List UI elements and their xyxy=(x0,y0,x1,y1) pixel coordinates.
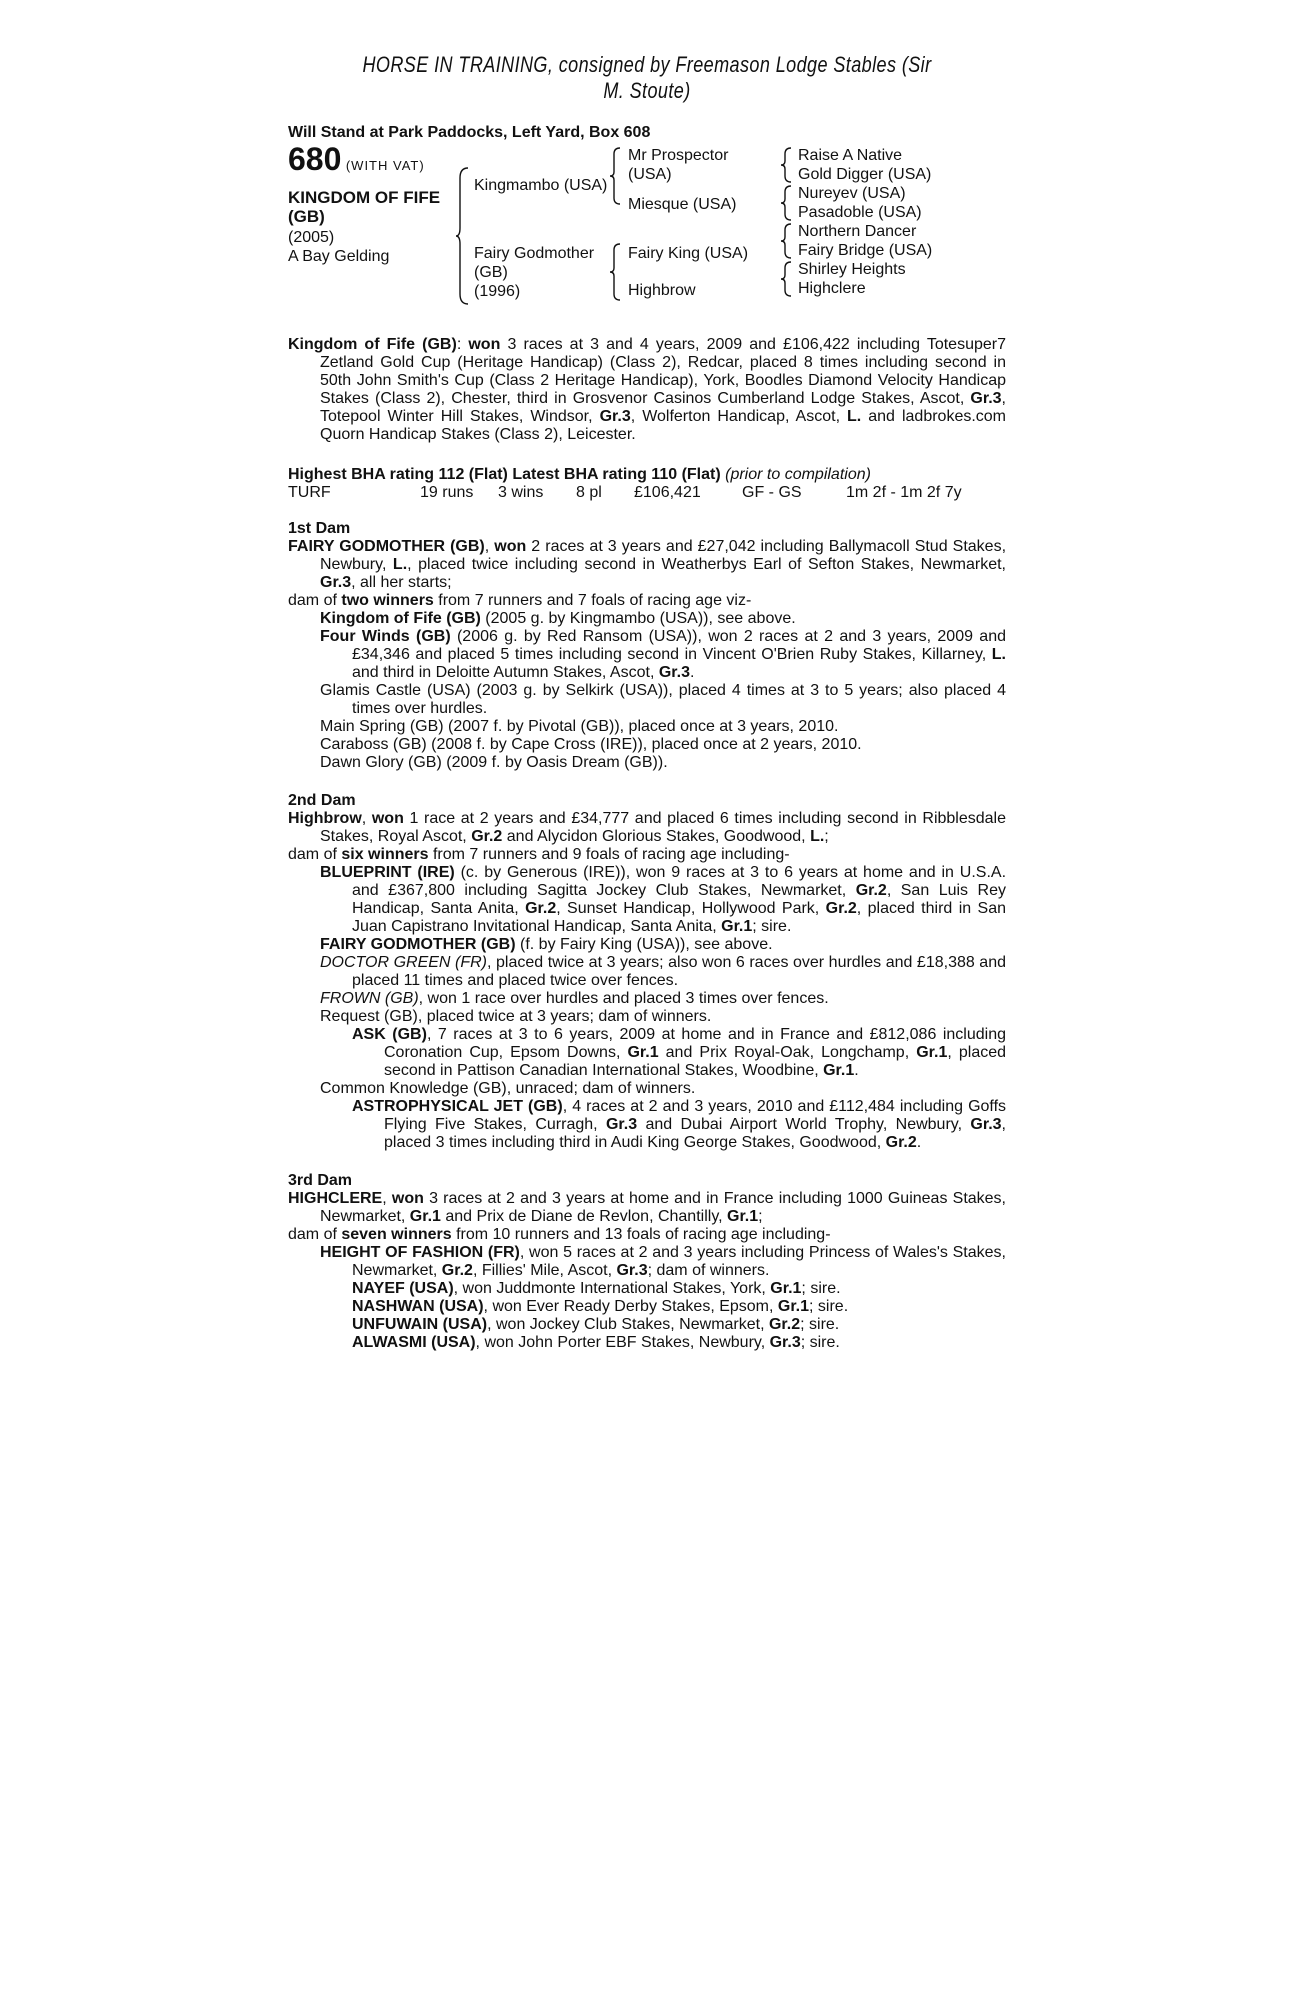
horse-year: (2005) xyxy=(288,229,335,246)
pedigree-brace xyxy=(610,242,622,302)
sire-sire-country: (USA) xyxy=(628,166,672,183)
lot-number: 680 xyxy=(288,141,342,177)
pedigree-brace xyxy=(781,260,793,298)
record-horse-name: Kingdom of Fife (GB) xyxy=(288,336,457,353)
vat-label: (WITH VAT) xyxy=(345,158,425,173)
sire: Kingmambo (USA) xyxy=(474,177,608,194)
dam-dam: Highbrow xyxy=(628,282,696,299)
rating-label: Highest BHA rating 112 (Flat) Latest BHA rating 110 (Flat) xyxy=(288,466,721,483)
horse-country: (GB) xyxy=(288,207,325,226)
rating-note: (prior to compilation) xyxy=(725,466,871,483)
dam-country: (GB) xyxy=(474,264,508,281)
dam: Fairy Godmother xyxy=(474,245,595,262)
pedigree-brace xyxy=(456,166,470,306)
runs-summary: TURF 19 runs 3 wins 8 pl £106,421 GF - GS 1m 2f - 1m 2f 7y xyxy=(288,484,962,501)
grandsire-2: Nureyev (USA) xyxy=(798,185,906,202)
granddam-4: Highclere xyxy=(798,280,866,297)
dam3-section: HIGHCLERE, won 3 races at 2 and 3 years at home and in France including 1000 Guineas Stakes, Newmarket, Gr.1 and Prix de Diane de Revlon, Chantilly, Gr.1; dam of seven winners from 10 runners and 13 foals of racing age including- HEIGHT OF FASHION (FR), won 5 races at 2 and 3 years including Princess of Wales's Stakes, Newmarket, Gr.2, Fillies' Mile, Ascot, Gr.3; dam of winners. NAYEF (USA), won Juddmonte International Stakes, York, Gr.1; sire. NASHWAN (USA), won Ever Ready Derby Stakes, Epsom, Gr.1; sire. UNFUWAIN (USA), won Jockey Club Stakes, Newmarket, Gr.2; sire. ALWASMI (USA), won John Porter EBF Stakes, Newbury, Gr.3; sire. xyxy=(288,1190,1006,1351)
lot-number-row xyxy=(288,141,425,177)
granddam-1: Gold Digger (USA) xyxy=(798,166,932,183)
grandsire-4: Shirley Heights xyxy=(798,261,906,278)
pedigree-brace xyxy=(610,146,622,206)
pedigree-brace xyxy=(781,184,793,222)
dam2-heading: 2nd Dam xyxy=(288,792,356,809)
grandsire-1: Raise A Native xyxy=(798,147,903,164)
stand-location: Will Stand at Park Paddocks, Left Yard, Box 608 xyxy=(288,124,651,141)
dam1-heading: 1st Dam xyxy=(288,520,351,537)
horse-description: A Bay Gelding xyxy=(288,248,390,265)
catalogue-page xyxy=(288,52,1006,1352)
sire-dam: Miesque (USA) xyxy=(628,196,737,213)
sire-sire: Mr Prospector xyxy=(628,147,729,164)
dam2-section: Highbrow, won 1 race at 2 years and £34,777 and placed 6 times including second in Ribblesdale Stakes, Royal Ascot, Gr.2 and Alycidon Glorious Stakes, Goodwood, L.; dam of six winners from 7 runners and 9 foals of racing age including- BLUEPRINT (IRE) (c. by Generous (IRE)), won 9 races at 3 to 6 years at home and in U.S.A. and £367,800 including Sagitta Jockey Club Stakes, Newmarket, Gr.2, San Luis Rey Handicap, Santa Anita, Gr.2, Sunset Handicap, Hollywood Park, Gr.2, placed third in San Juan Capistrano Invitational Handicap, Santa Anita, Gr.1; sire. FAIRY GODMOTHER (GB) (f. by Fairy King (USA)), see above. DOCTOR GREEN (FR), placed twice at 3 years; also won 6 races over hurdles and £18,388 and placed 11 times and placed twice over fences. FROWN (GB), won 1 race over hurdles and placed 3 times over fences. Request (GB), placed twice at 3 years; dam of winners. ASK (GB), 7 races at 3 to 6 years, 2009 at home and in France and £812,086 including Coronation Cup, Epsom Downs, Gr.1 and Prix Royal-Oak, Longchamp, Gr.1, placed second in Pattison Canadian International Stakes, Woodbine, Gr.1. Common Knowledge (GB), unraced; dam of winners. ASTROPHYSICAL JET (GB), 4 races at 2 and 3 years, 2010 and £112,484 including Goffs Flying Five Stakes, Curragh, Gr.3 and Dubai Airport World Trophy, Newbury, Gr.3, placed 3 times including third in Audi King George Stakes, Goodwood, Gr.2. xyxy=(288,810,1007,1151)
race-record: Kingdom of Fife (GB): won 3 races at 3 and 4 years, 2009 and £106,422 including Totesuper7 Zetland Gold Cup (Heritage Handicap) (Class 2), Redcar, placed 8 times including second in 50th John Smith's Cup (Class 2 Heritage Handicap), York, Boodles Diamond Velocity Handicap Stakes (Class 2), Chester, third in Grosvenor Casinos Cumberland Lodge Stakes, Ascot, Gr.3, Totepool Winter Hill Stakes, Windsor, Gr.3, Wolferton Handicap, Ascot, L. and ladbrokes.com Quorn Handicap Stakes (Class 2), Leicester. xyxy=(288,336,1007,443)
granddam-3: Fairy Bridge (USA) xyxy=(798,242,933,259)
horse-name: KINGDOM OF FIFE xyxy=(288,188,441,207)
granddam-2: Pasadoble (USA) xyxy=(798,204,922,221)
bha-rating xyxy=(288,466,1006,502)
dam1-section: FAIRY GODMOTHER (GB), won 2 races at 3 years and £27,042 including Ballymacoll Stud Stakes, Newbury, L., placed twice including second in Weatherbys Earl of Sefton Stakes, Newmarket, Gr.3, all her starts; dam of two winners from 7 runners and 7 foals of racing age viz- Kingdom of Fife (GB) (2005 g. by Kingmambo (USA)), see above. Four Winds (GB) (2006 g. by Red Ransom (USA)), won 2 races at 2 and 3 years, 2009 and £34,346 and placed 5 times including second in Vincent O'Brien Ruby Stakes, Killarney, L. and third in Deloitte Autumn Stakes, Ascot, Gr.3. Glamis Castle (USA) (2003 g. by Selkirk (USA)), placed 4 times at 3 to 5 years; also placed 4 times over hurdles. Main Spring (GB) (2007 f. by Pivotal (GB)), placed once at 3 years, 2010. Caraboss (GB) (2008 f. by Cape Cross (IRE)), placed once at 2 years, 2010. Dawn Glory (GB) (2009 f. by Oasis Dream (GB)). xyxy=(288,538,1007,771)
page-title: HORSE IN TRAINING, consigned by Freemason Lodge Stables (Sir M. Stoute) xyxy=(362,52,932,103)
pedigree-table xyxy=(288,141,1006,314)
dam3-heading: 3rd Dam xyxy=(288,1172,353,1189)
dam-sire: Fairy King (USA) xyxy=(628,245,749,262)
pedigree-brace xyxy=(781,146,793,184)
dam-year: (1996) xyxy=(474,283,521,300)
pedigree-brace xyxy=(781,222,793,260)
grandsire-3: Northern Dancer xyxy=(798,223,917,240)
